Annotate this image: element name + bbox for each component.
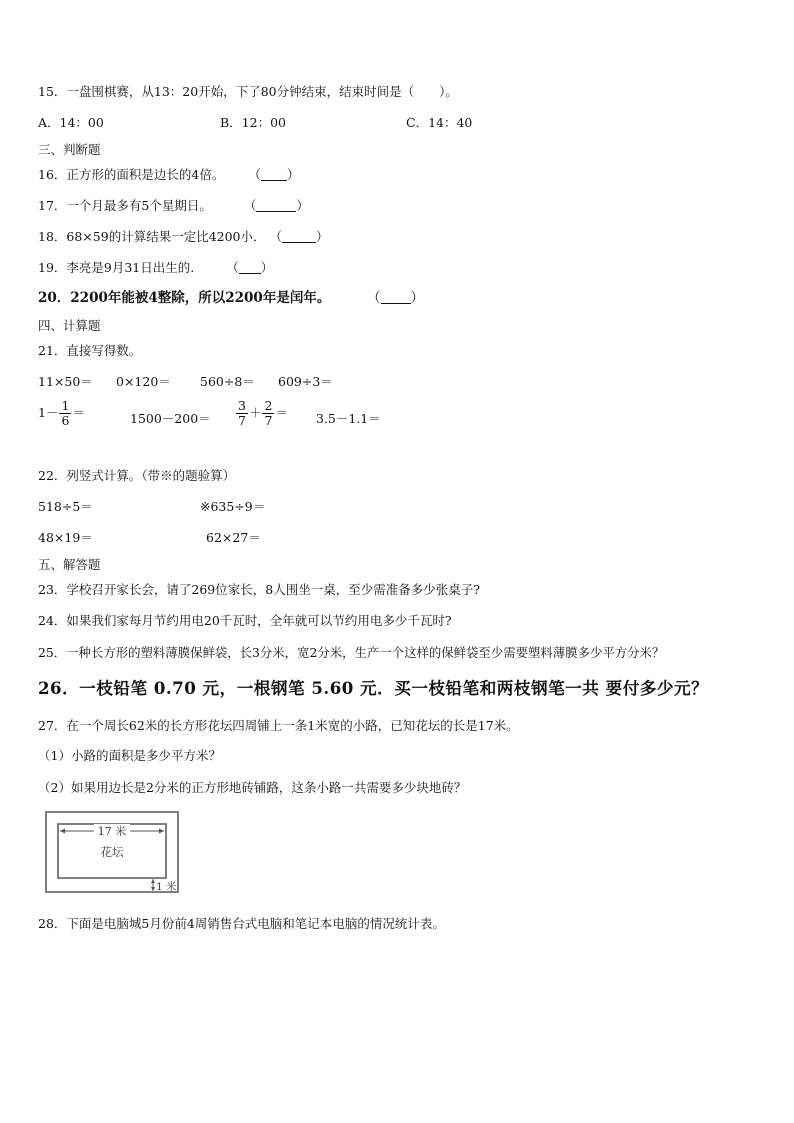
question-15: 15．一盘围棋赛，从13：20开始，下了80分钟结束，结束时间是（ ）。 — [38, 84, 458, 99]
q21-item-1: 11×50＝ — [38, 374, 93, 389]
q21-item-decimal: 3.5－1.1＝ — [316, 411, 381, 426]
q21-item-4: 609÷3＝ — [278, 374, 333, 389]
q22-item-2: ※635÷9＝ — [200, 499, 266, 514]
q15-option-a: A．14：00 — [38, 115, 104, 130]
q19-text: 19．李亮是9月31日出生的. — [38, 260, 195, 275]
length-label: 17 米 — [97, 825, 127, 838]
q17-text: 17．一个月最多有5个星期日。 — [38, 198, 212, 213]
q21-item-fraction-sum — [235, 398, 288, 428]
question-18: 18．68×59的计算结果一定比4200小． （ ） — [38, 229, 329, 244]
answer-blank[interactable] — [381, 291, 411, 304]
arrow-down-head — [151, 887, 155, 891]
question-16: 16．正方形的面积是边长的4倍。 （ ） — [38, 167, 300, 182]
q18-text: 18．68×59的计算结果一定比4200小． — [38, 229, 266, 244]
section-heading-judgement: 三、判断题 — [38, 142, 101, 157]
q21-item-fraction-1 — [38, 398, 85, 428]
question-17: 17．一个月最多有5个星期日。 （ ） — [38, 198, 309, 213]
arrow-up-head — [151, 879, 155, 883]
question-21-title: 21．直接写得数。 — [38, 343, 142, 358]
q20-text: 20．2200年能被4整除，所以2200年是闰年。 — [38, 290, 331, 306]
q22-item-4: 62×27＝ — [206, 530, 261, 545]
question-23: 23．学校召开家长会，请了269位家长，8人围坐一桌，至少需准备多少张桌子? — [38, 582, 480, 597]
fraction: $\frac{1}{6}$ — [61, 398, 70, 428]
q16-text: 16．正方形的面积是边长的4倍。 — [38, 167, 225, 182]
question-19: 19．李亮是9月31日出生的. （ ） — [38, 260, 274, 275]
width-label: 1 米 — [156, 881, 177, 893]
answer-blank[interactable] — [282, 230, 316, 243]
question-24: 24．如果我们家每月节约用电20千瓦时，全年就可以节约用电多少千瓦时? — [38, 613, 452, 628]
answer-blank[interactable] — [256, 199, 296, 212]
q21-item-2: 0×120＝ — [116, 374, 171, 389]
answer-blank[interactable] — [261, 168, 287, 181]
q15-option-b: B．12：00 — [220, 115, 286, 130]
flower-bed-label: 花坛 — [100, 845, 124, 859]
question-28: 28．下面是电脑城5月份前4周销售台式电脑和笔记本电脑的情况统计表。 — [38, 916, 445, 931]
question-27: 27．在一个周长62米的长方形花坛四周铺上一条1米宽的小路，已知花坛的长是17米。 — [38, 718, 519, 733]
flower-bed-diagram — [44, 810, 180, 894]
q22-item-3: 48×19＝ — [38, 530, 93, 545]
equals-sign: ＝ — [72, 405, 85, 420]
arrow-right-head — [159, 829, 164, 834]
q21-item-subtraction: 1500－200＝ — [130, 411, 211, 426]
equals-sign: ＝ — [275, 405, 288, 420]
question-25: 25．一种长方形的塑料薄膜保鲜袋，长3分米，宽2分米，生产一个这样的保鲜袋至少需要塑料薄膜多少平方分米？ — [38, 645, 665, 660]
arrow-left-head — [60, 829, 65, 834]
section-heading-calculation: 四、计算题 — [38, 318, 101, 333]
question-22-title: 22．列竖式计算。（带※的题验算） — [38, 468, 236, 483]
q27-sub-1: （1）小路的面积是多少平方米？ — [38, 748, 221, 763]
question-26: 26．一枝铅笔 0.70 元，一根钢笔 5.60 元．买一枝铅笔和两枝钢笔一共 要付多少元？ — [38, 678, 709, 698]
fraction: $\frac{2}{7}$ — [264, 398, 273, 428]
q15-option-c: C．14：40 — [406, 115, 473, 130]
question-20: 20．2200年能被4整除，所以2200年是闰年。 （ ） — [38, 290, 425, 306]
q21-one-minus: 1－ — [38, 405, 59, 420]
q27-sub-2: （2）如果用边长是2分米的正方形地砖铺路，这条小路一共需要多少块地砖？ — [38, 780, 467, 795]
plus-sign: ＋ — [248, 405, 262, 420]
answer-blank[interactable] — [239, 261, 261, 274]
q22-item-1: 518÷5＝ — [38, 499, 93, 514]
section-heading-word-problems: 五、解答题 — [38, 557, 101, 572]
fraction: $\frac{3}{7}$ — [238, 398, 246, 428]
q21-item-3: 560÷8＝ — [200, 374, 255, 389]
